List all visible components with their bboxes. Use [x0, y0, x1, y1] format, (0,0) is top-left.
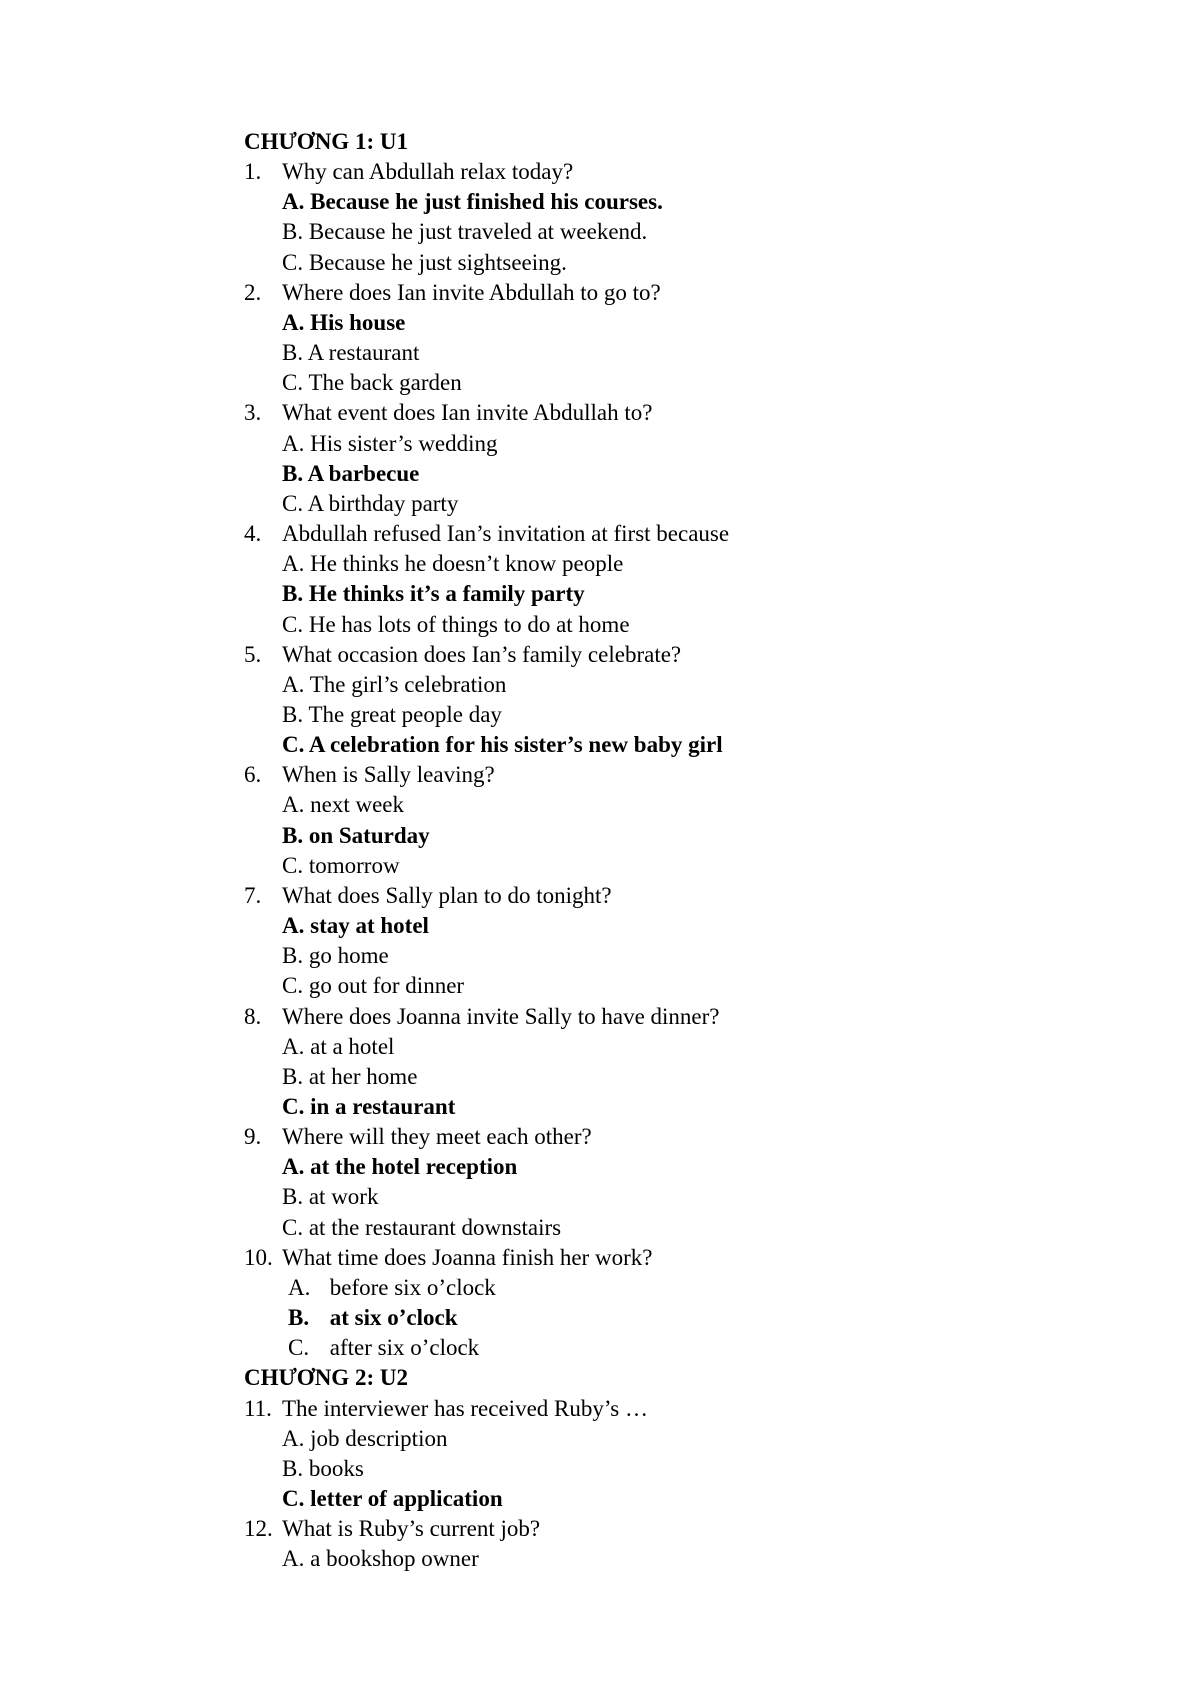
answer-option — [282, 941, 1144, 971]
question-number: 1. — [244, 159, 262, 185]
answer-option — [282, 1213, 1144, 1243]
question-number: 6. — [244, 762, 262, 788]
option-text: on Saturday — [308, 822, 430, 848]
question-text: Where does Ian invite Abdullah to go to? — [282, 279, 661, 305]
option-text: letter of application — [310, 1486, 503, 1512]
question-text: Abdullah refused Ian’s invitation at first because — [282, 521, 730, 547]
question-item — [244, 1002, 1144, 1032]
option-text: He thinks it’s a family party — [308, 581, 585, 607]
option-letter: C. — [282, 1214, 304, 1240]
answer-options — [244, 308, 1144, 398]
answer-options — [244, 1152, 1144, 1242]
option-text: A barbecue — [307, 460, 420, 486]
answer-option — [282, 368, 1144, 398]
answer-option-correct — [282, 459, 1144, 489]
answer-options — [244, 549, 1144, 639]
option-letter: C. — [282, 852, 304, 878]
question-number: 12. — [244, 1516, 273, 1542]
question-item — [244, 278, 1144, 308]
option-letter: B. — [282, 701, 304, 727]
answer-option — [282, 549, 1144, 579]
option-letter: B. — [282, 460, 304, 486]
answer-option — [282, 670, 1144, 700]
option-text: at work — [308, 1184, 379, 1210]
question-number: 5. — [244, 641, 262, 667]
question-item — [244, 1514, 1144, 1544]
option-text: His sister’s wedding — [310, 430, 498, 456]
option-text: at the restaurant downstairs — [308, 1214, 562, 1240]
answer-options — [244, 790, 1144, 880]
answer-option — [282, 1424, 1144, 1454]
option-text: go home — [308, 943, 389, 969]
question-text: What does Sally plan to do tonight? — [282, 882, 612, 908]
answer-option — [282, 1544, 1144, 1574]
question-number: 2. — [244, 279, 262, 305]
option-letter: B. — [282, 822, 304, 848]
question-number: 3. — [244, 400, 262, 426]
answer-option-correct — [282, 187, 1144, 217]
option-letter: C. — [288, 1335, 310, 1361]
question-item — [244, 881, 1144, 911]
option-letter: A. — [282, 1154, 305, 1180]
option-letter: A. — [282, 551, 305, 577]
question-text: Where does Joanna invite Sally to have dinner? — [282, 1003, 720, 1029]
option-text: Because he just sightseeing. — [308, 249, 567, 275]
answer-option — [282, 1454, 1144, 1484]
answer-option-correct — [282, 1152, 1144, 1182]
option-text: at six o’clock — [329, 1305, 458, 1331]
option-letter: A. — [282, 1546, 305, 1572]
option-letter: B. — [282, 1455, 304, 1481]
option-text: A restaurant — [307, 340, 420, 366]
option-text: books — [308, 1455, 364, 1481]
question-text: What occasion does Ian’s family celebrate? — [282, 641, 682, 667]
option-letter: B. — [282, 943, 304, 969]
option-text: The back garden — [308, 370, 462, 396]
option-letter: A. — [282, 189, 305, 215]
answer-option — [282, 248, 1144, 278]
answer-options — [244, 1544, 1144, 1574]
option-text: job description — [310, 1425, 448, 1451]
question-item — [244, 398, 1144, 428]
option-text: Because he just traveled at weekend. — [308, 219, 648, 245]
option-letter: B. — [282, 1184, 304, 1210]
question-item — [244, 157, 1144, 187]
question-item — [244, 760, 1144, 790]
answer-options — [244, 429, 1144, 519]
option-text: next week — [310, 792, 405, 818]
question-number: 11. — [244, 1395, 272, 1421]
option-text: His house — [310, 309, 406, 335]
answer-option — [282, 790, 1144, 820]
option-text: The great people day — [308, 701, 502, 727]
question-item — [244, 1394, 1144, 1424]
answer-option-correct — [282, 1092, 1144, 1122]
option-text: after six o’clock — [329, 1335, 480, 1361]
option-letter: C. — [282, 1094, 305, 1119]
question-item — [244, 1122, 1144, 1152]
option-text: Because he just finished his courses. — [310, 189, 663, 215]
answer-option-correct — [282, 308, 1144, 338]
section-heading: CHƯƠNG 2: U2 — [244, 1365, 408, 1391]
option-text: stay at hotel — [310, 913, 429, 939]
option-text: in a restaurant — [310, 1094, 456, 1119]
option-text: The girl’s celebration — [309, 671, 507, 697]
question-text: What time does Joanna finish her work? — [282, 1244, 653, 1270]
answer-options — [244, 1032, 1144, 1122]
question-item — [244, 640, 1144, 670]
option-text: at her home — [308, 1063, 418, 1089]
option-letter: B. — [282, 1063, 304, 1089]
option-text: He thinks he doesn’t know people — [310, 551, 624, 577]
option-letter: A. — [282, 309, 305, 335]
answer-options — [244, 911, 1144, 1001]
option-text: A birthday party — [307, 490, 459, 516]
answer-options — [244, 670, 1144, 760]
question-number: 4. — [244, 521, 262, 547]
answer-option — [282, 489, 1144, 519]
option-letter: B. — [282, 219, 304, 245]
option-letter: C. — [282, 490, 304, 516]
answer-option — [282, 217, 1144, 247]
option-text: before six o’clock — [329, 1274, 496, 1300]
option-letter: A. — [282, 792, 305, 818]
question-text: The interviewer has received Ruby’s … — [282, 1395, 648, 1421]
question-text: What event does Ian invite Abdullah to? — [282, 400, 653, 426]
option-text: a bookshop owner — [310, 1546, 479, 1572]
question-text: When is Sally leaving? — [282, 762, 495, 788]
answer-option — [288, 1333, 1144, 1363]
answer-option-correct — [288, 1303, 1144, 1333]
option-text: A celebration for his sister’s new baby girl — [308, 732, 723, 758]
question-number: 7. — [244, 882, 262, 908]
option-letter: A. — [288, 1274, 311, 1300]
question-text: What is Ruby’s current job? — [282, 1516, 541, 1542]
answer-option-correct — [282, 911, 1144, 941]
question-item — [244, 1243, 1144, 1273]
option-letter: B. — [282, 340, 304, 366]
option-letter: C. — [282, 732, 305, 758]
option-letter: B. — [282, 581, 304, 607]
answer-option-correct — [282, 821, 1144, 851]
option-letter: C. — [282, 249, 304, 275]
option-letter: C. — [282, 1486, 305, 1512]
option-text: go out for dinner — [308, 973, 465, 999]
quiz-content — [244, 127, 1144, 1575]
answer-option — [282, 1182, 1144, 1212]
answer-option — [282, 610, 1144, 640]
option-text: He has lots of things to do at home — [308, 611, 630, 637]
answer-option — [282, 851, 1144, 881]
option-text: at a hotel — [310, 1033, 395, 1059]
option-letter: A. — [282, 1033, 305, 1059]
option-letter: A. — [282, 430, 305, 456]
answer-option-correct — [282, 579, 1144, 609]
option-letter: B. — [288, 1305, 310, 1331]
option-text: tomorrow — [308, 852, 400, 878]
option-letter: C. — [282, 370, 304, 396]
answer-option — [282, 700, 1144, 730]
question-number: 9. — [244, 1124, 262, 1150]
answer-options — [244, 1273, 1144, 1363]
answer-option — [282, 338, 1144, 368]
option-letter: C. — [282, 611, 304, 637]
option-letter: A. — [282, 913, 305, 939]
question-text: Where will they meet each other? — [282, 1124, 592, 1150]
answer-options — [244, 187, 1144, 277]
option-letter: A. — [282, 671, 305, 697]
question-text: Why can Abdullah relax today? — [282, 159, 574, 185]
question-number: 8. — [244, 1003, 262, 1029]
option-letter: C. — [282, 973, 304, 999]
section-heading: CHƯƠNG 1: U1 — [244, 129, 408, 154]
answer-option — [282, 971, 1144, 1001]
answer-option-correct — [282, 730, 1144, 760]
question-number: 10. — [244, 1244, 273, 1270]
option-text: at the hotel reception — [310, 1154, 518, 1180]
answer-option — [282, 1062, 1144, 1092]
answer-option — [288, 1273, 1144, 1303]
answer-option-correct — [282, 1484, 1144, 1514]
option-letter: A. — [282, 1425, 305, 1451]
answer-option — [282, 1032, 1144, 1062]
answer-option — [282, 429, 1144, 459]
answer-options — [244, 1424, 1144, 1514]
question-item — [244, 519, 1144, 549]
